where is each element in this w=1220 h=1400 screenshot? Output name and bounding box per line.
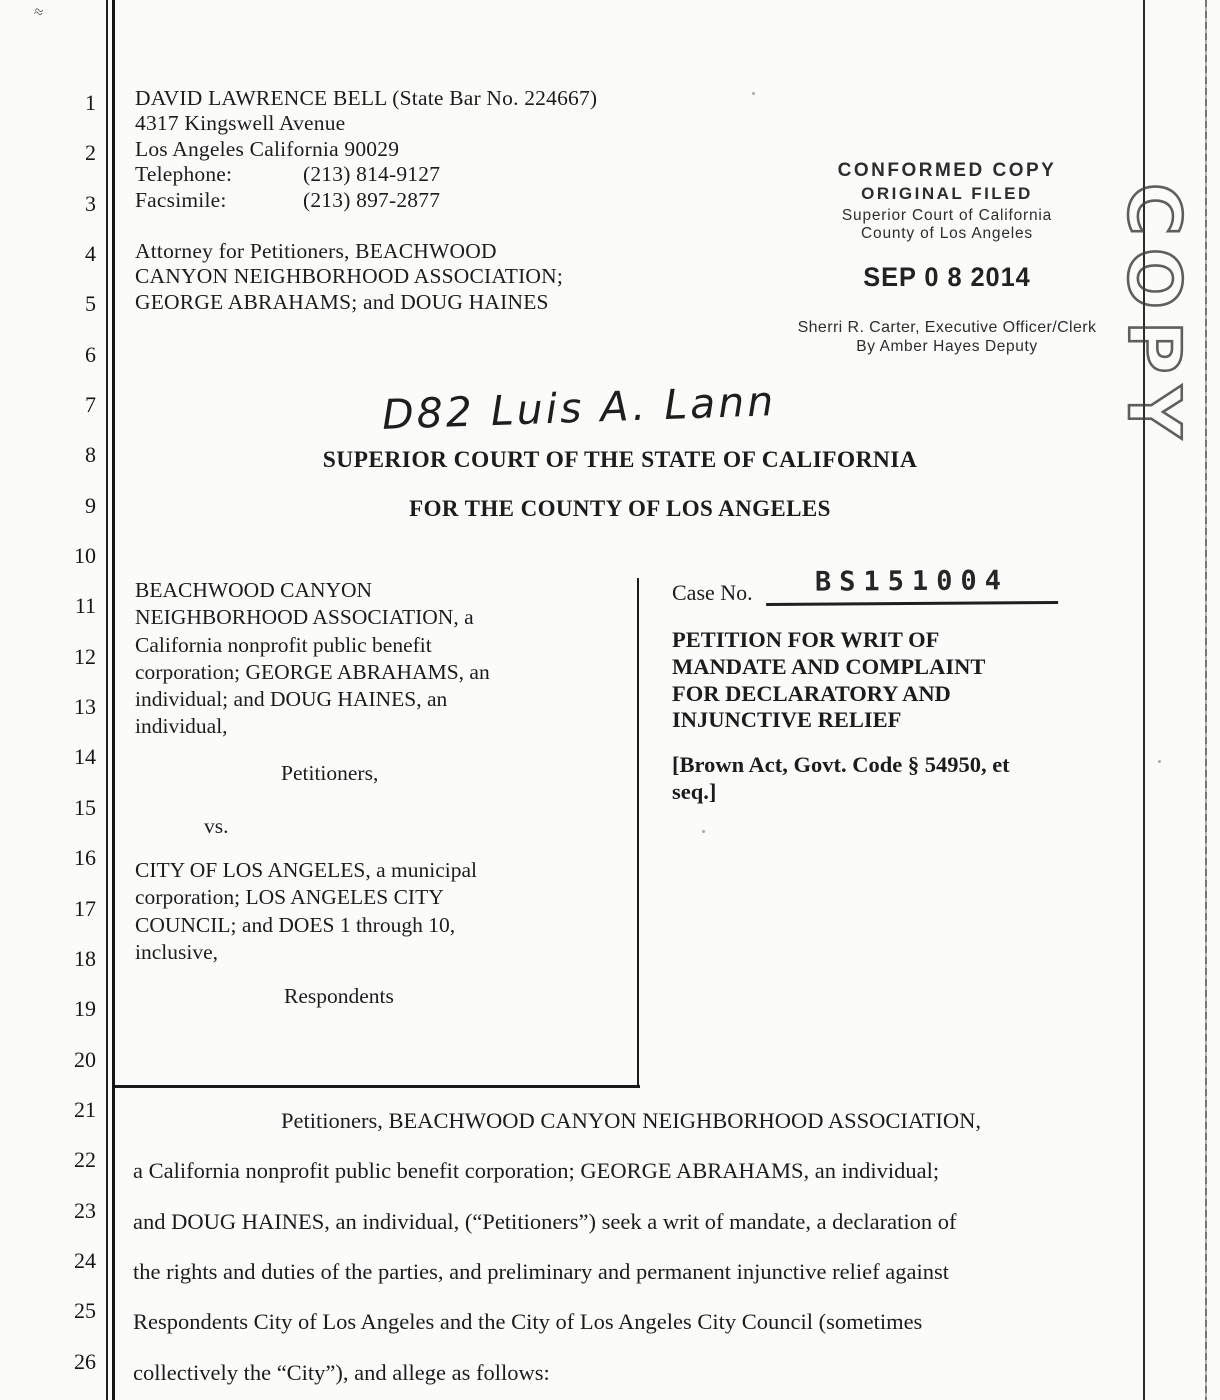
line-number: 12 bbox=[74, 643, 96, 669]
line-number: 21 bbox=[74, 1096, 96, 1122]
petitioner-line: individual, bbox=[135, 714, 228, 739]
copy-watermark-stamp: COPY bbox=[1112, 183, 1196, 450]
line-number: 11 bbox=[74, 593, 96, 619]
line-number: 18 bbox=[74, 945, 96, 971]
body-line: a California nonprofit public benefit corporation; GEORGE ABRAHAMS, an individual; bbox=[133, 1158, 940, 1184]
respondent-line: inclusive, bbox=[135, 939, 218, 964]
filing-date-stamp: SEP 0 8 2014 bbox=[863, 262, 1031, 292]
filing-stamp bbox=[782, 160, 1112, 356]
handwritten-annotation: D82 Luis A. Lann bbox=[381, 377, 777, 439]
line-number: 4 bbox=[85, 241, 96, 267]
scan-smudge: ≈ bbox=[32, 3, 45, 22]
body-line: the rights and duties of the parties, and preliminary and permanent injunctive relief against bbox=[133, 1259, 949, 1285]
caption-divider-line bbox=[637, 578, 639, 1087]
body-line: and DOUG HAINES, an individual, (“Petitioners”) seek a writ of mandate, a declaration of bbox=[133, 1208, 957, 1234]
line-number: 7 bbox=[85, 392, 96, 418]
line-number: 26 bbox=[74, 1348, 96, 1374]
attorney-phone bbox=[135, 162, 597, 187]
line-number: 14 bbox=[74, 744, 96, 770]
line-number: 17 bbox=[74, 895, 96, 921]
court-title: SUPERIOR COURT OF THE STATE OF CALIFORNIA bbox=[322, 447, 918, 473]
pleading-line-numbers bbox=[52, 88, 96, 1397]
attorney-address-2: Los Angeles California 90029 bbox=[135, 136, 400, 161]
statute-reference bbox=[672, 751, 1010, 805]
scan-speck bbox=[752, 92, 755, 95]
representation-line-2: CANYON NEIGHBORHOOD ASSOCIATION; bbox=[135, 264, 564, 289]
respondents-label: Respondents bbox=[284, 984, 394, 1008]
body-line: collectively the “City”), and allege as follows: bbox=[133, 1359, 550, 1385]
petitioner-names bbox=[135, 577, 630, 741]
petitioner-line: individual; and DOUG HAINES, an bbox=[135, 687, 448, 712]
left-margin-rule-outer bbox=[106, 0, 108, 1400]
line-number: 24 bbox=[74, 1247, 96, 1273]
line-number: 8 bbox=[85, 442, 96, 468]
statute-line: seq.] bbox=[672, 779, 717, 804]
stamp-original-filed: ORIGINAL FILED bbox=[861, 184, 1033, 203]
representation-line-3: GEORGE ABRAHAMS; and DOUG HAINES bbox=[135, 289, 549, 314]
document-title-line: INJUNCTIVE RELIEF bbox=[672, 707, 902, 733]
stamp-conformed-copy: CONFORMED COPY bbox=[837, 160, 1057, 181]
petitioner-line: corporation; GEORGE ABRAHAMS, an bbox=[135, 659, 490, 684]
line-number: 10 bbox=[74, 543, 96, 569]
stamp-court-line: Superior Court of California bbox=[841, 207, 1053, 224]
statute-line: [Brown Act, Govt. Code § 54950, et bbox=[672, 752, 1010, 777]
clerk-name-line: Sherri R. Carter, Executive Officer/Clerk bbox=[797, 319, 1097, 336]
caption-bottom-line bbox=[115, 1085, 640, 1088]
document-title-line: PETITION FOR WRIT OF bbox=[672, 627, 940, 652]
body-line: Respondents City of Los Angeles and the City of Los Angeles City Council (sometimes bbox=[133, 1309, 923, 1335]
scan-speck bbox=[702, 830, 705, 833]
body-line: Petitioners, BEACHWOOD CANYON NEIGHBORHOOD ASSOCIATION, bbox=[281, 1108, 981, 1133]
respondent-line: CITY OF LOS ANGELES, a municipal bbox=[135, 858, 477, 882]
petitioner-line: California nonprofit public benefit bbox=[135, 632, 432, 657]
stamp-county-line: County of Los Angeles bbox=[861, 225, 1033, 242]
case-number-stamp: BS151004 bbox=[766, 565, 1058, 606]
petitioners-label: Petitioners, bbox=[281, 761, 379, 785]
line-number: 23 bbox=[74, 1197, 96, 1223]
petition-body-paragraph bbox=[133, 1096, 1133, 1398]
line-number: 9 bbox=[85, 492, 96, 518]
representation-line-1: Attorney for Petitioners, BEACHWOOD bbox=[135, 239, 497, 264]
court-county: FOR THE COUNTY OF LOS ANGELES bbox=[409, 496, 831, 521]
line-number: 3 bbox=[85, 190, 96, 216]
line-number: 2 bbox=[85, 140, 96, 166]
document-title-line: FOR DECLARATORY AND bbox=[672, 680, 951, 706]
line-number: 6 bbox=[85, 341, 96, 367]
line-number: 5 bbox=[85, 291, 96, 317]
scan-speck bbox=[1158, 760, 1161, 763]
document-title bbox=[672, 627, 985, 734]
case-number-label: Case No. bbox=[672, 580, 753, 605]
document-title-line: MANDATE AND COMPLAINT bbox=[672, 653, 986, 679]
petitioner-line: BEACHWOOD CANYON bbox=[135, 578, 373, 602]
line-number: 15 bbox=[74, 794, 96, 820]
attorney-fax bbox=[135, 188, 597, 213]
respondent-line: COUNCIL; and DOES 1 through 10, bbox=[135, 912, 456, 937]
versus-label: vs. bbox=[204, 814, 229, 838]
attorney-name: DAVID LAWRENCE BELL (State Bar No. 224667) bbox=[135, 86, 598, 110]
respondent-line: corporation; LOS ANGELES CITY bbox=[135, 885, 444, 910]
line-number: 25 bbox=[74, 1298, 96, 1324]
phone-value: (213) 814-9127 bbox=[303, 162, 441, 187]
left-margin-rule-inner bbox=[112, 0, 115, 1400]
line-number: 16 bbox=[74, 845, 96, 871]
line-number: 19 bbox=[74, 996, 96, 1022]
line-number: 20 bbox=[74, 1046, 96, 1072]
line-number: 1 bbox=[85, 90, 96, 115]
phone-label: Telephone: bbox=[135, 162, 233, 187]
respondent-names bbox=[135, 857, 630, 966]
attorney-block bbox=[135, 86, 597, 315]
scan-edge-line bbox=[1205, 0, 1207, 1400]
fax-label: Facsimile: bbox=[135, 187, 227, 212]
line-number: 13 bbox=[74, 694, 96, 720]
line-number: 22 bbox=[74, 1147, 96, 1173]
attorney-address-1: 4317 Kingswell Avenue bbox=[135, 111, 346, 136]
fax-value: (213) 897-2877 bbox=[303, 187, 441, 212]
petitioner-line: NEIGHBORHOOD ASSOCIATION, a bbox=[135, 605, 474, 630]
deputy-name-line: By Amber Hayes Deputy bbox=[856, 338, 1038, 355]
